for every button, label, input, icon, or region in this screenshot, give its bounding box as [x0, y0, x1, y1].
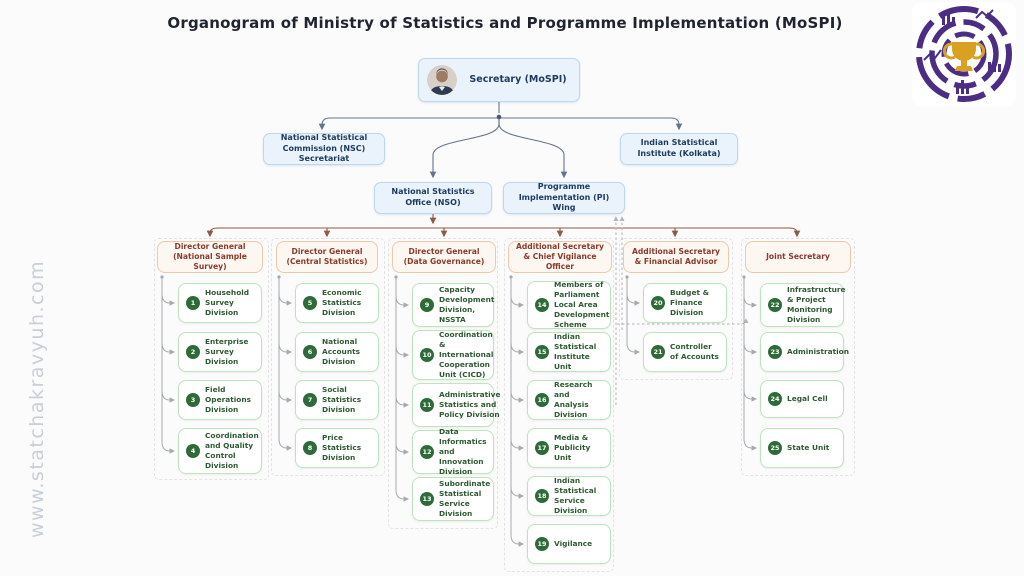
division-label: State Unit	[787, 443, 830, 452]
division-number-badge: 22	[768, 298, 782, 312]
division-number-badge: 10	[420, 348, 434, 362]
division-number-badge: 20	[651, 296, 665, 310]
division-box	[412, 330, 494, 380]
pi-wing-node: Programme Implementation (PI) Wing	[503, 182, 625, 214]
director-node-nss: Director General (National Sample Survey)	[157, 241, 263, 273]
secretary-node	[418, 58, 580, 102]
division-label: Members of Parliament Local Area Development Scheme	[554, 280, 610, 329]
division-label: Subordinate Statistical Service Division	[439, 479, 491, 518]
division-box	[412, 383, 501, 427]
division-label: Vigilance	[554, 539, 593, 548]
division-box	[527, 524, 611, 564]
division-box	[178, 332, 262, 372]
statchakravyuh-logo-icon	[912, 2, 1016, 106]
division-box	[527, 476, 611, 516]
division-label: Controller of Accounts	[670, 342, 719, 361]
division-label: Administration	[787, 347, 850, 356]
division-box	[412, 477, 494, 521]
director-node-fa: Additional Secretary & Financial Advisor	[623, 241, 729, 273]
division-box	[760, 428, 844, 468]
secretary-label: Secretary (MoSPI)	[469, 73, 567, 85]
division-number-badge: 25	[768, 441, 782, 455]
division-label: Infrastructure & Project Monitoring Division	[787, 285, 846, 324]
division-number-badge: 19	[535, 537, 549, 551]
division-label: Coordination and Quality Control Division	[205, 431, 259, 470]
nso-node: National Statistics Office (NSO)	[374, 182, 492, 214]
division-label: Price Statistics Division	[322, 433, 362, 462]
director-node-dg: Director General (Data Governance)	[392, 241, 496, 273]
division-box	[412, 427, 494, 476]
division-number-badge: 12	[420, 445, 434, 459]
division-label: Capacity Development Division, NSSTA	[439, 285, 495, 324]
division-label: Indian Statistical Institute Unit	[554, 332, 597, 371]
division-label: Budget & Finance Division	[670, 288, 710, 317]
division-number-badge: 11	[420, 398, 434, 412]
division-box	[178, 380, 262, 420]
division-number-badge: 18	[535, 489, 549, 503]
division-box	[760, 380, 844, 418]
division-number-badge: 2	[186, 345, 200, 359]
division-label: Field Operations Division	[205, 385, 252, 414]
division-box	[527, 332, 611, 372]
division-box	[295, 428, 379, 468]
division-number-badge: 8	[303, 441, 317, 455]
division-label: Data Informatics and Innovation Division	[439, 427, 487, 476]
division-number-badge: 23	[768, 345, 782, 359]
division-number-badge: 4	[186, 444, 200, 458]
nsc-secretariat-node: National Statistical Commission (NSC) Secretariat	[263, 133, 385, 165]
division-label: Indian Statistical Service Division	[554, 476, 597, 515]
division-box	[178, 428, 262, 474]
division-number-badge: 7	[303, 393, 317, 407]
division-box	[295, 332, 379, 372]
division-number-badge: 16	[535, 393, 549, 407]
division-number-badge: 1	[186, 296, 200, 310]
division-box	[295, 283, 379, 323]
division-number-badge: 14	[535, 298, 549, 312]
page-title: Organogram of Ministry of Statistics and Programme Implementation (MoSPI)	[167, 14, 843, 32]
division-label: Media & Publicity Unit	[554, 433, 591, 462]
division-label: Coordination & International Cooperation Unit (CICD)	[439, 330, 494, 379]
division-box	[178, 283, 262, 323]
division-label: Legal Cell	[787, 394, 828, 403]
division-number-badge: 6	[303, 345, 317, 359]
division-number-badge: 21	[651, 345, 665, 359]
division-box	[295, 380, 379, 420]
director-node-cvo: Additional Secretary & Chief Vigilance Officer	[508, 241, 612, 273]
division-box	[643, 283, 727, 323]
division-label: Enterprise Survey Division	[205, 337, 249, 366]
division-number-badge: 9	[420, 298, 434, 312]
division-box	[643, 332, 727, 372]
isi-kolkata-node: Indian Statistical Institute (Kolkata)	[620, 133, 738, 165]
division-label: Household Survey Division	[205, 288, 250, 317]
division-label: Administrative Statistics and Policy Division	[439, 390, 501, 419]
division-box	[412, 283, 494, 327]
division-box	[760, 332, 850, 372]
secretary-avatar	[427, 65, 457, 95]
division-number-badge: 13	[420, 492, 434, 506]
division-label: Economic Statistics Division	[322, 288, 362, 317]
director-node-js: Joint Secretary	[745, 241, 851, 273]
division-label: Social Statistics Division	[322, 385, 362, 414]
division-box	[527, 428, 611, 468]
division-box	[527, 281, 611, 329]
division-number-badge: 24	[768, 392, 782, 406]
division-box	[527, 380, 611, 420]
division-label: Research and Analysis Division	[554, 380, 593, 419]
division-number-badge: 15	[535, 345, 549, 359]
watermark-text: www.statchakravyuh.com	[26, 259, 48, 538]
division-label: National Accounts Division	[322, 337, 361, 366]
division-number-badge: 5	[303, 296, 317, 310]
division-number-badge: 3	[186, 393, 200, 407]
division-box	[760, 283, 844, 327]
division-number-badge: 17	[535, 441, 549, 455]
director-node-cs: Director General (Central Statistics)	[276, 241, 378, 273]
